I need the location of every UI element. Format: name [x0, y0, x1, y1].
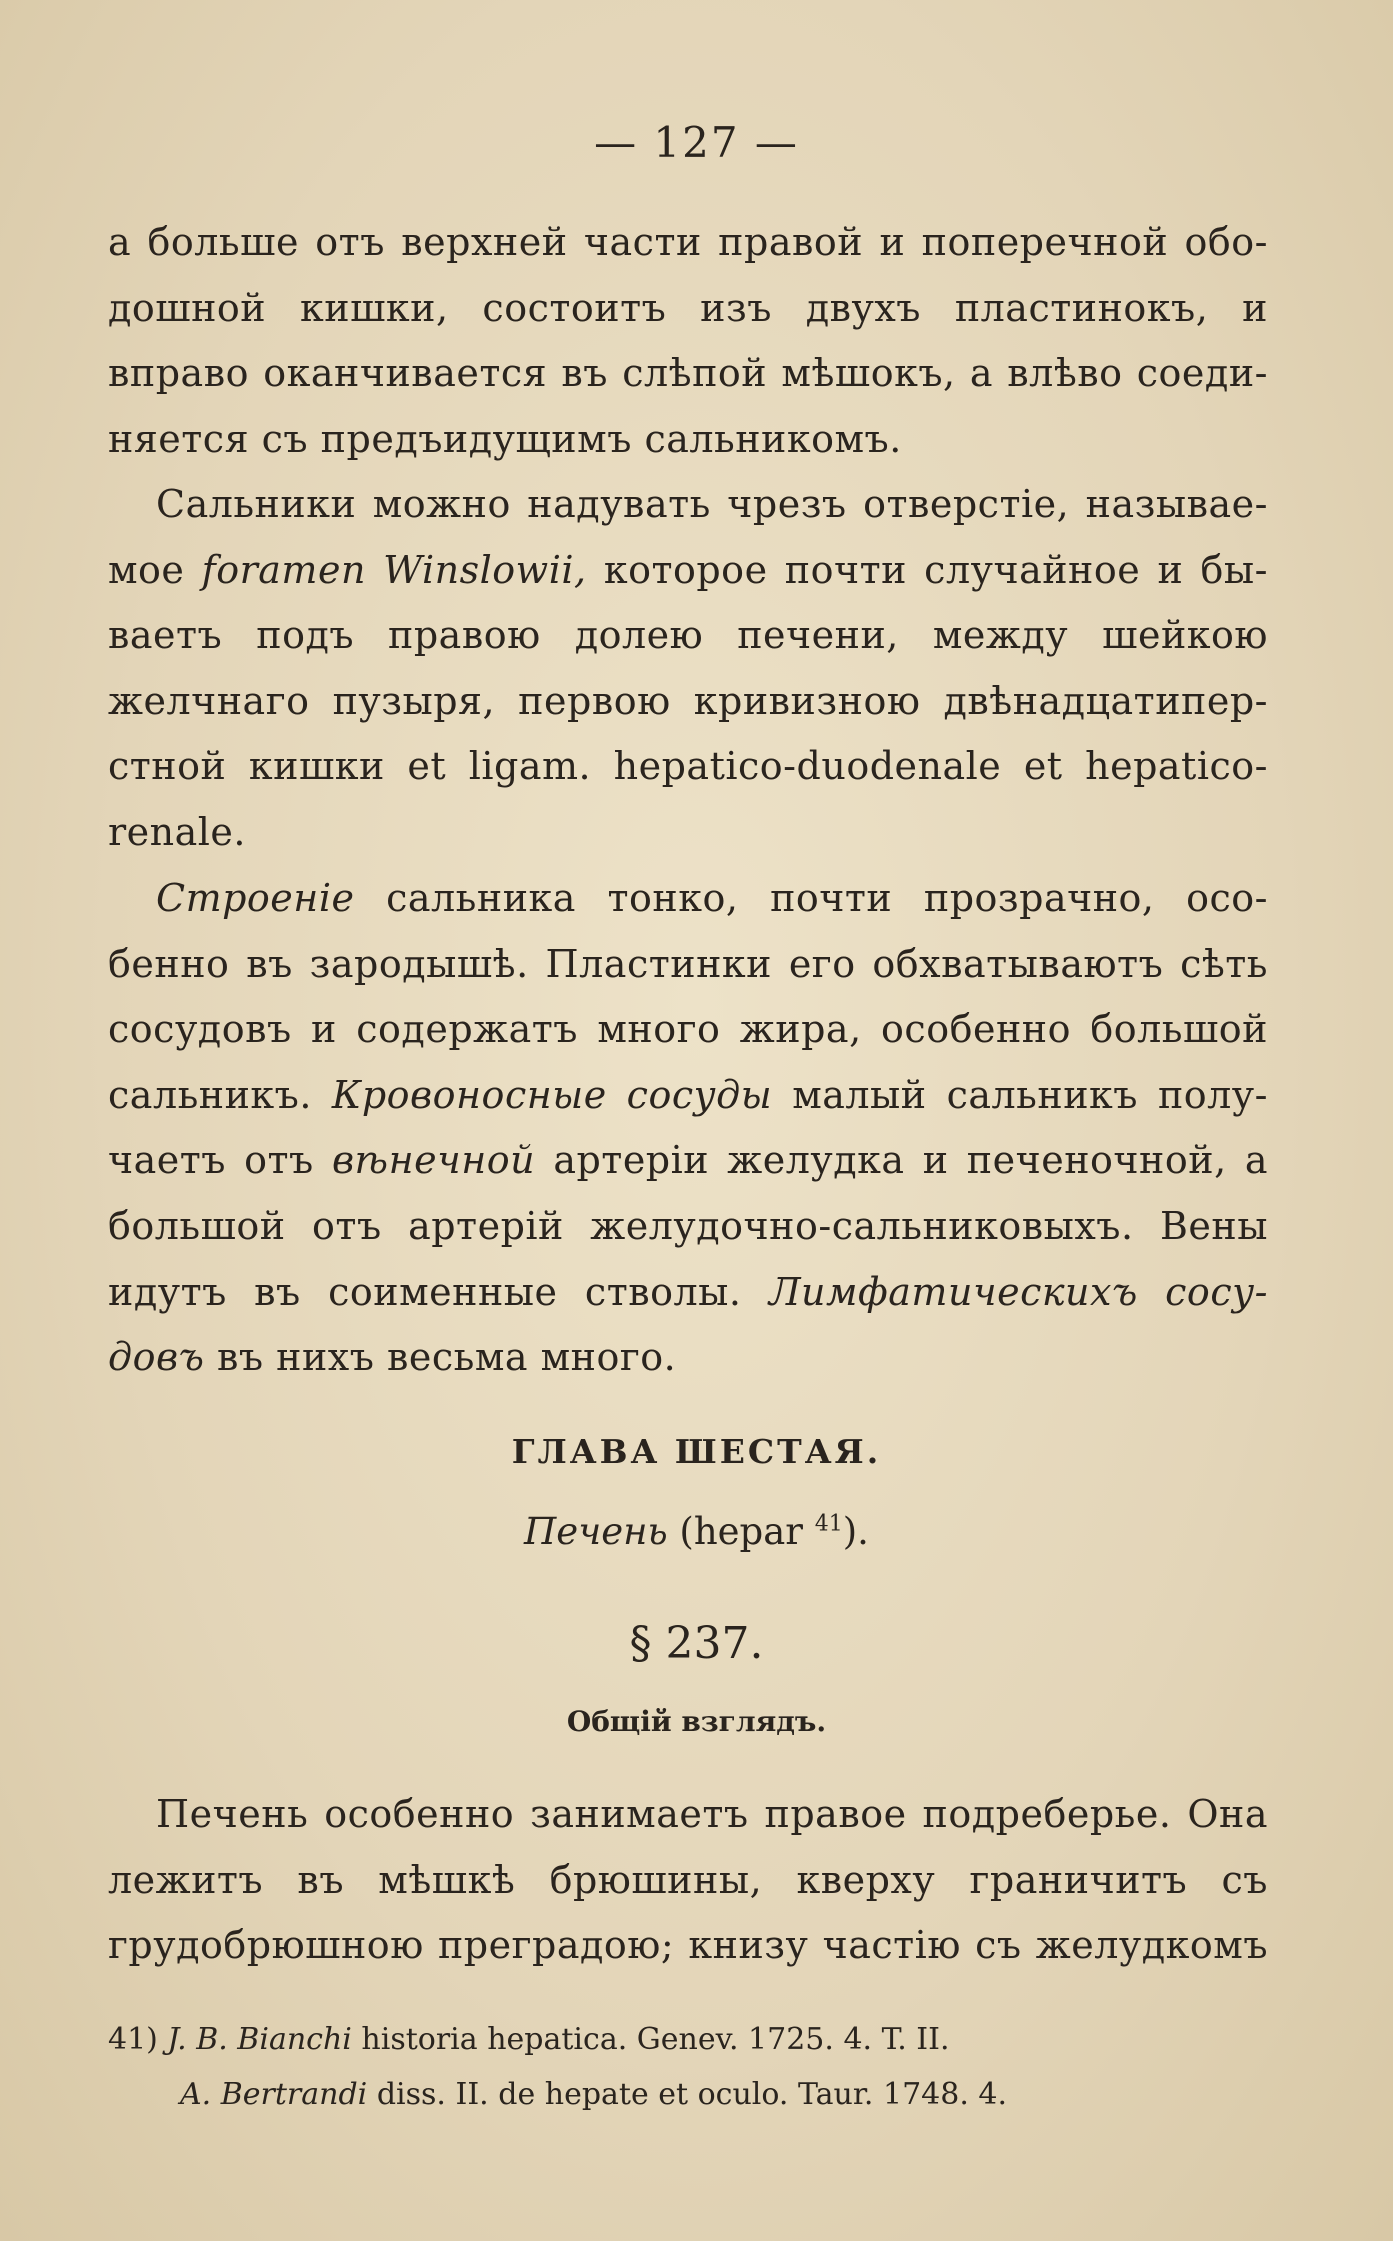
- subtitle-end: ).: [842, 1510, 869, 1553]
- emphasis-term: Строеніе: [156, 876, 355, 920]
- text-span: сальникъ.: [108, 1072, 332, 1117]
- text-span: малый сальникъ полу-: [772, 1072, 1268, 1117]
- text-span: мое: [108, 547, 202, 592]
- text-line: [108, 866, 1268, 932]
- text-line: няется съ предъидущимъ сальникомъ.: [108, 416, 902, 461]
- text-line: Сальники можно надувать чрезъ отверстіе, называе-: [156, 482, 1268, 526]
- page-number: — 127 —: [594, 118, 799, 167]
- text-line: а больше отъ верхней части правой и поперечной обо-: [108, 220, 1268, 264]
- text-span: сальника тонко, почти прозрачно, осо-: [354, 876, 1268, 920]
- text-line: [108, 1325, 1268, 1391]
- text-line: грудобрюшною преградою; книзу частію съ желудкомъ: [108, 1923, 1268, 1968]
- text-span: артеріи желудка и печеночной, а: [535, 1138, 1268, 1183]
- text-line: [108, 1063, 1268, 1129]
- text-line: ваетъ подъ правою долею печени, между шейкою: [108, 613, 1268, 658]
- text-line: желчнаго пузыря, первою кривизною двѣнадцатипер-: [108, 678, 1268, 723]
- text-line: [108, 1260, 1268, 1326]
- section-number: § 237.: [629, 1618, 764, 1669]
- emphasis-term: Кровоносные сосуды: [331, 1072, 773, 1117]
- text-span: въ нихъ весьма много.: [204, 1335, 677, 1380]
- footnote-reference: 41: [814, 1511, 843, 1537]
- text-line: renale.: [108, 809, 247, 854]
- paragraph-omenta-inflation: [108, 472, 1268, 866]
- paragraph-omentum-structure: [108, 866, 1268, 1391]
- text-line: бенно въ зародышѣ. Пластинки его обхватываютъ сѣть: [108, 941, 1268, 986]
- footnote-1: [108, 2012, 1007, 2067]
- text-line: сосудовъ и содержатъ много жира, особенно большой: [108, 1007, 1268, 1052]
- text-line: Печень особенно занимаетъ правое подреберье. Она: [156, 1792, 1268, 1836]
- footnote-number: 41): [108, 2022, 168, 2057]
- text-line: [108, 1128, 1268, 1194]
- text-line: [108, 538, 1268, 604]
- text-span: идутъ въ соименные стволы.: [108, 1269, 769, 1314]
- text-line: вправо оканчивается въ слѣпой мѣшокъ, а влѣво соеди-: [108, 351, 1268, 396]
- latin-term: foramen Winslowii,: [201, 547, 587, 592]
- emphasis-term: вѣнечной: [331, 1138, 536, 1183]
- text-line: лежитъ въ мѣшкѣ брюшины, кверху граничитъ съ: [108, 1857, 1268, 1902]
- text-line: стной кишки et ligam. hepatico-duodenale et hepatico-: [108, 744, 1268, 789]
- chapter-heading: ГЛАВА ШЕСТАЯ.: [511, 1432, 882, 1471]
- footnote-2: [108, 2067, 1007, 2122]
- footnotes: [108, 2012, 1007, 2122]
- footnote-text: historia hepatica. Genev. 1725. 4. T. II.: [351, 2022, 950, 2057]
- subtitle-latin: (hepar: [667, 1510, 815, 1553]
- footnote-text: diss. II. de hepate et oculo. Taur. 1748. 4.: [367, 2077, 1008, 2112]
- footnote-author: A. Bertrandi: [180, 2077, 368, 2112]
- footnote-author: J. B. Bianchi: [167, 2022, 352, 2057]
- emphasis-term: довъ: [108, 1335, 205, 1380]
- paragraph-omentum-continuation: [108, 210, 1268, 472]
- text-line: большой отъ артерій желудочно-сальниковыхъ. Вены: [108, 1203, 1268, 1248]
- emphasis-term: Лимфатическихъ сосу-: [768, 1269, 1268, 1314]
- text-line: дошной кишки, состоитъ изъ двухъ пластинокъ, и: [108, 285, 1268, 330]
- section-title: Общій взглядъ.: [566, 1705, 827, 1738]
- paragraph-liver-position: [108, 1782, 1268, 1979]
- text-span: чаетъ отъ: [108, 1138, 332, 1183]
- chapter-subtitle: [0, 1510, 1393, 1553]
- text-span: которое почти случайное и бы-: [586, 547, 1268, 592]
- subtitle-term: Печень: [524, 1510, 668, 1553]
